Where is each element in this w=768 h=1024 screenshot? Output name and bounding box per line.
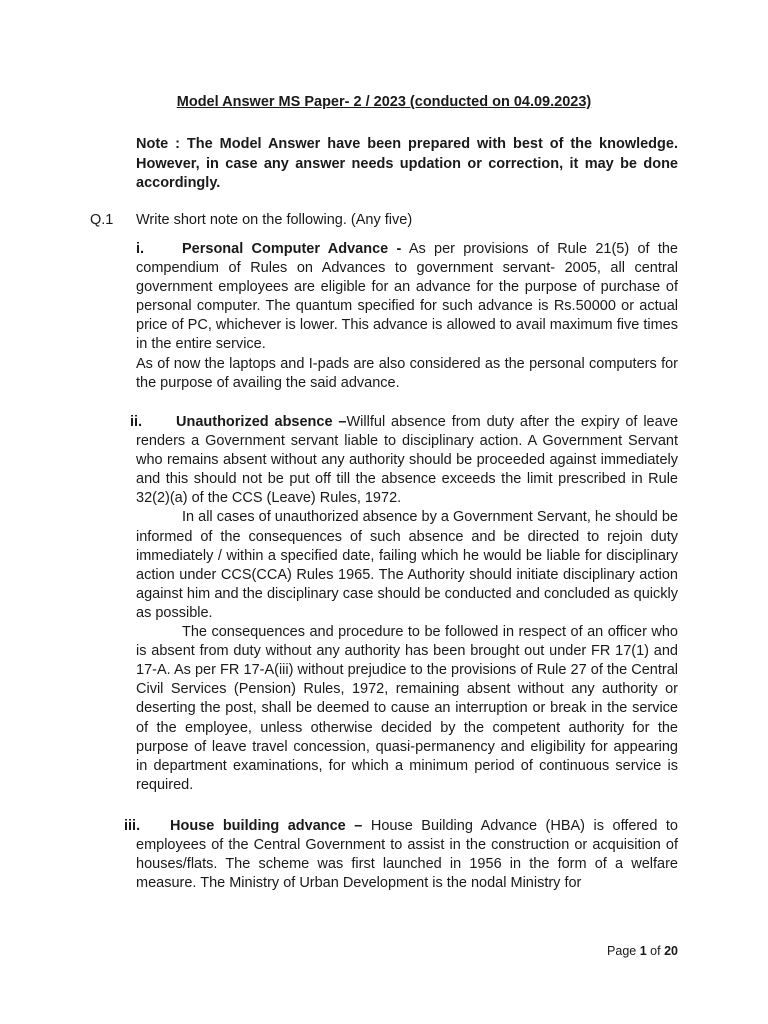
- page-title: Model Answer MS Paper- 2 / 2023 (conducted on 04.09.2023): [176, 94, 592, 110]
- item-paragraph: The consequences and procedure to be followed in respect of an officer who is absent from duty without any authority has been brought out under FR 17(1) and 17-A. As per FR 17-A(iii) without prejudice to the provisions of Rule 27 of the Central Civil Services (Pension) Rules, 1972, remaining absent without any authority or deserting the post, shall be deemed to cause an interruption or break in the service of the employee, unless otherwise decided by the competent authority for the purpose of leave travel concession, quasi-permanency and eligibility for appearing in department examinations, for which a minimum period of continuous service is required.: [136, 624, 678, 793]
- item-text: As per provisions of Rule 21(5) of the compendium of Rules on Advances to government servant- 2005, all central government employees are eligible for an advance for the purpose of purchase of personal computer. The quantum specified for such advance is Rs.50000 or actual price of PC, whichever is lower. This advance is allowed to avail maximum five times in the entire service.: [136, 241, 678, 353]
- note-paragraph: Note : The Model Answer have been prepared with best of the knowledge. However, in case any answer needs updation or correction, it may be done accordingly.: [136, 136, 678, 191]
- page-footer: [607, 944, 678, 958]
- item-paragraph: As of now the laptops and I-pads are also considered as the personal computers for the purpose of availing the said advance.: [136, 355, 678, 391]
- of-word: of: [650, 944, 661, 958]
- item-text: House Building Advance (HBA) is offered to employees of the Central Government to assist in the construction or acquisition of houses/flats. The scheme was first launched in 1956 in the form of a welfare measure. The Ministry of Urban Development is the nodal Ministry for: [136, 818, 678, 892]
- question-number: Q.1: [90, 212, 114, 228]
- item-numeral: i.: [136, 241, 145, 257]
- item-numeral: iii.: [124, 818, 141, 834]
- item-paragraph: In all cases of unauthorized absence by a Government Servant, he should be informed of the consequences of such absence and be directed to rejoin duty immediately / within a specified date, failing which he would be liable for disciplinary action under CCS(CCA) Rules 1965. The Authority should initiate disciplinary action against him and the disciplinary case should be conducted and concluded as quickly as possible.: [136, 509, 678, 621]
- item-unauthorized-absence: [130, 413, 679, 795]
- item-numeral: ii.: [130, 414, 143, 430]
- page-current: 1: [639, 944, 647, 958]
- item-house-building-advance: [124, 817, 678, 893]
- item-personal-computer-advance: [136, 240, 678, 393]
- item-paragraph: [130, 413, 679, 508]
- page-total: 20: [664, 944, 678, 958]
- item-heading: Personal Computer Advance -: [182, 241, 402, 257]
- item-heading: House building advance –: [170, 818, 363, 834]
- item-paragraph: [136, 240, 678, 355]
- item-paragraph: [124, 817, 678, 893]
- item-heading: Unauthorized absence –: [176, 414, 347, 430]
- question-text: Write short note on the following. (Any five): [136, 212, 413, 228]
- item-text: Willful absence from duty after the expiry of leave renders a Government servant liable to disciplinary action. A Government Servant who remains absent without any authority should be proceeded against immediately and this should not be put off till the absence exceeds the limit prescribed in Rule 32(2)(a) of the CCS (Leave) Rules, 1972.: [136, 414, 679, 507]
- page-word: Page: [607, 944, 637, 958]
